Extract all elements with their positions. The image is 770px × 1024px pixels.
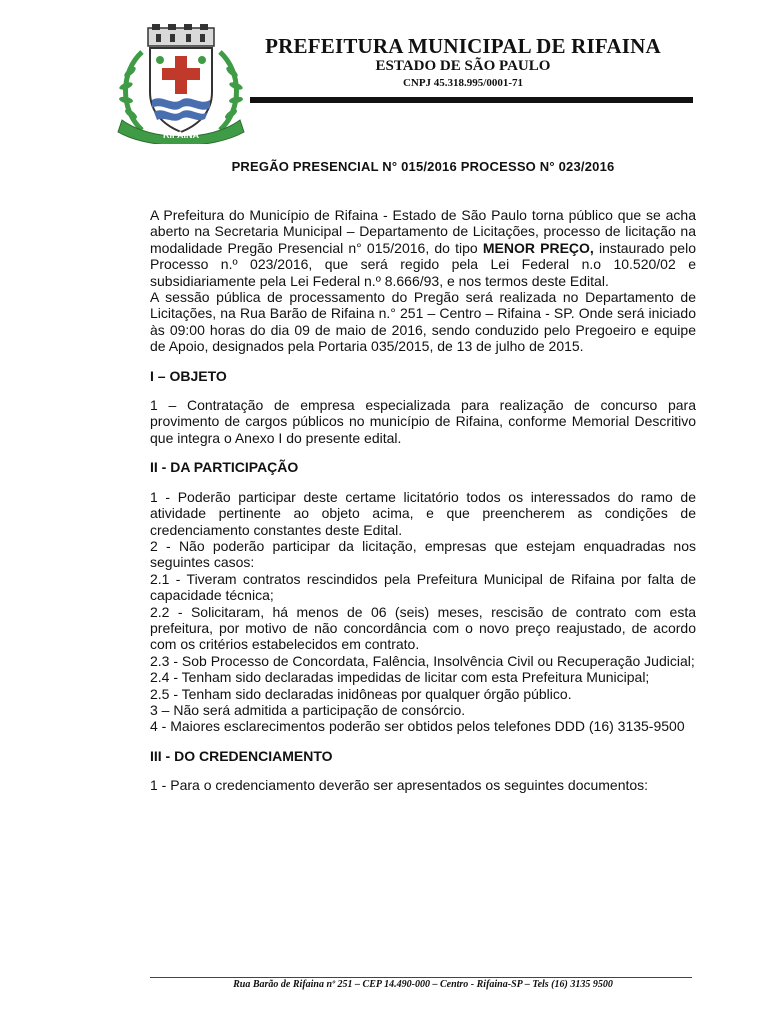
participacao-item: 4 - Maiores esclarecimentos poderão ser obtidos pelos telefones DDD (16) 3135-9500 xyxy=(150,718,685,735)
document-body xyxy=(150,207,696,794)
credenciamento-text: 1 - Para o credenciamento deverão ser apresentados os seguintes documentos: xyxy=(150,777,649,794)
document-title: PREGÃO PRESENCIAL N° 015/2016 PROCESSO N° 023/2016 xyxy=(231,159,615,174)
intro-paragraph xyxy=(150,207,696,289)
session-paragraph: A sessão pública de processamento do Pregão será realizada no Departamento de Licitações, na Rua Barão de Rifaina n.° 251 – Centro – Rifaina - SP. Onde será iniciado às 09:00 horas do dia 09 de maio de 2016, sendo conduzido pelo Pregoeiro e equipe de Apoio, designados pela Portaria 035/2015, de 13 de julho de 2015. xyxy=(150,289,696,355)
intro-text-start: A Prefeitura do Município de Rifaina - Estado de São Paulo torna público que se acha aberto na Secretaria Municipal – Departamento de Licitações, processo de licitação na modalidade Pregão Presencial n° 015/2016, do tipo xyxy=(150,207,696,256)
participacao-item: 1 - Poderão participar deste certame licitatório todos os interessados do ramo de atividade pertinente ao objeto acima, e que preencherem as condições de credenciamento constantes deste Edital. xyxy=(150,488,696,538)
header-divider xyxy=(250,97,693,103)
participacao-item: 2 - Não poderão participar da licitação, empresas que estejam enquadradas nos seguintes casos: xyxy=(150,537,696,571)
intro-bold-type: MENOR PREÇO, xyxy=(482,239,594,256)
section-heading-objeto: I – OBJETO xyxy=(150,367,227,384)
letterhead xyxy=(0,0,770,145)
participacao-item: 2.4 - Tenham sido declaradas impedidas de licitar com esta Prefeitura Municipal; xyxy=(150,669,650,686)
org-name: PREFEITURA MUNICIPAL DE RIFAINA xyxy=(265,34,661,58)
participacao-item: 2.3 - Sob Processo de Concordata, Falência, Insolvência Civil ou Recuperação Judicial; xyxy=(150,652,695,669)
objeto-text: 1 – Contratação de empresa especializada para realização de concurso para provimento de cargos públicos no município de Rifaina, conforme Memorial Descritivo que integra o Anexo I do presente edital. xyxy=(150,397,696,446)
participacao-item: 2.1 - Tiveram contratos rescindidos pela Prefeitura Municipal de Rifaina por falta de capacidade técnica; xyxy=(150,570,696,604)
section-heading-participacao: II - DA PARTICIPAÇÃO xyxy=(150,459,299,476)
crest-banner-text: RIFAINA xyxy=(163,130,199,140)
participacao-item: 3 – Não será admitida a participação de consórcio. xyxy=(150,701,466,718)
participacao-item: 2.2 - Solicitaram, há menos de 06 (seis) meses, rescisão de contrato com esta prefeitura, por motivo de não concordância com o novo preço reajustado, de acordo com os critérios estabelecidos em contrato. xyxy=(150,603,696,653)
intro-text-end: instaurado pelo Processo n.º 023/2016, que será regido pela Lei Federal n.o 10.520/02 e subsidiariamente pela Lei Federal n.º 8.666/93, e nos termos deste Edital. xyxy=(150,239,696,289)
footer-address: Rua Barão de Rifaina nº 251 – CEP 14.490-000 – Centro - Rifaina-SP – Tels (16) 3135 9500 xyxy=(233,979,613,990)
footer-divider xyxy=(150,977,692,978)
org-state: ESTADO DE SÃO PAULO xyxy=(375,58,551,74)
municipal-crest-logo xyxy=(112,22,250,144)
section-heading-credenciamento: III - DO CREDENCIAMENTO xyxy=(150,747,333,764)
participacao-item: 2.5 - Tenham sido declaradas inidôneas por qualquer órgão público. xyxy=(150,685,572,702)
org-cnpj: CNPJ 45.318.995/0001-71 xyxy=(402,77,524,89)
